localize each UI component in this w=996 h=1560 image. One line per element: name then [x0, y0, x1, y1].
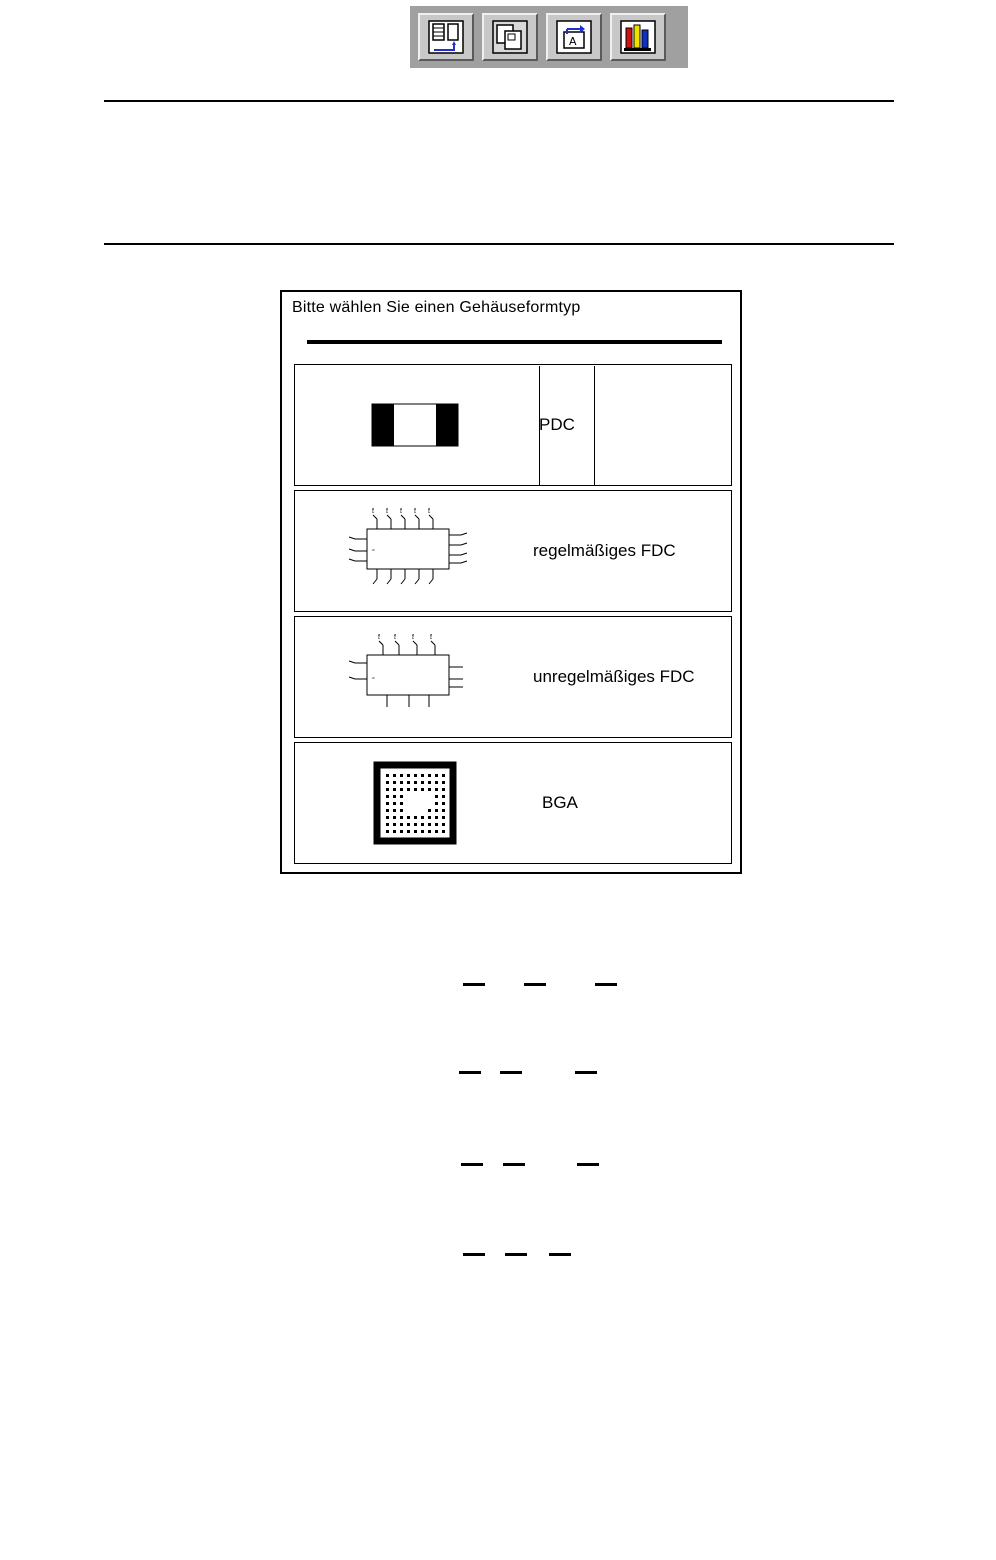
- package-option-irregular-fdc[interactable]: [294, 616, 732, 738]
- ball-grid-array-icon: [295, 743, 535, 863]
- svg-text:IC: IC: [372, 548, 375, 552]
- place-component-button[interactable]: [418, 13, 474, 61]
- dialog-title: Bitte wählen Sie einen Gehäuseformtyp: [292, 299, 581, 316]
- package-label-regular-fdc: regelmäßiges FDC: [533, 541, 676, 560]
- color-bars-icon: [620, 20, 656, 54]
- svg-text:PIN: PIN: [385, 508, 389, 513]
- dash-mark: [459, 1071, 481, 1074]
- quad-flat-package-regular-icon: [295, 491, 535, 611]
- dash-mark: [549, 1253, 571, 1256]
- svg-text:PIN: PIN: [427, 508, 431, 513]
- svg-text:PIN: PIN: [393, 634, 397, 639]
- dash-mark: [524, 983, 546, 986]
- dash-mark: [577, 1163, 599, 1166]
- svg-text:PIN: PIN: [377, 634, 381, 639]
- rotate-annotate-icon: [556, 20, 592, 54]
- divider-bottom: [104, 243, 894, 245]
- quad-flat-package-irregular-icon: [295, 617, 535, 737]
- package-label-bga: BGA: [542, 793, 578, 812]
- svg-text:PIN: PIN: [411, 634, 415, 639]
- svg-text:PIN: PIN: [371, 508, 375, 513]
- dash-mark: [463, 983, 485, 986]
- chip-two-pad-icon: [295, 365, 535, 485]
- package-option-regular-fdc[interactable]: [294, 490, 732, 612]
- svg-text:IC: IC: [372, 676, 375, 680]
- dash-mark: [461, 1163, 483, 1166]
- copy-component-button[interactable]: [482, 13, 538, 61]
- package-option-pdc[interactable]: [294, 364, 732, 486]
- rotate-annotate-button[interactable]: [546, 13, 602, 61]
- svg-text:PIN: PIN: [399, 508, 403, 513]
- dash-mark: [500, 1071, 522, 1074]
- package-label-irregular-fdc: unregelmäßiges FDC: [533, 667, 695, 686]
- divider-top: [104, 100, 894, 102]
- package-option-bga[interactable]: [294, 742, 732, 864]
- svg-text:PIN: PIN: [413, 508, 417, 513]
- dash-mark: [575, 1071, 597, 1074]
- copy-component-icon: [492, 20, 528, 54]
- toolbar: [410, 6, 688, 68]
- color-palette-button[interactable]: [610, 13, 666, 61]
- dash-mark: [503, 1163, 525, 1166]
- dash-mark: [463, 1253, 485, 1256]
- place-component-icon: [428, 20, 464, 54]
- package-label-pdc: PDC: [539, 415, 575, 434]
- svg-text:PIN: PIN: [429, 634, 433, 639]
- dash-mark: [505, 1253, 527, 1256]
- package-type-dialog: [280, 290, 742, 874]
- title-underline: [307, 340, 722, 344]
- dash-mark: [595, 983, 617, 986]
- svg-text:A: A: [569, 35, 577, 48]
